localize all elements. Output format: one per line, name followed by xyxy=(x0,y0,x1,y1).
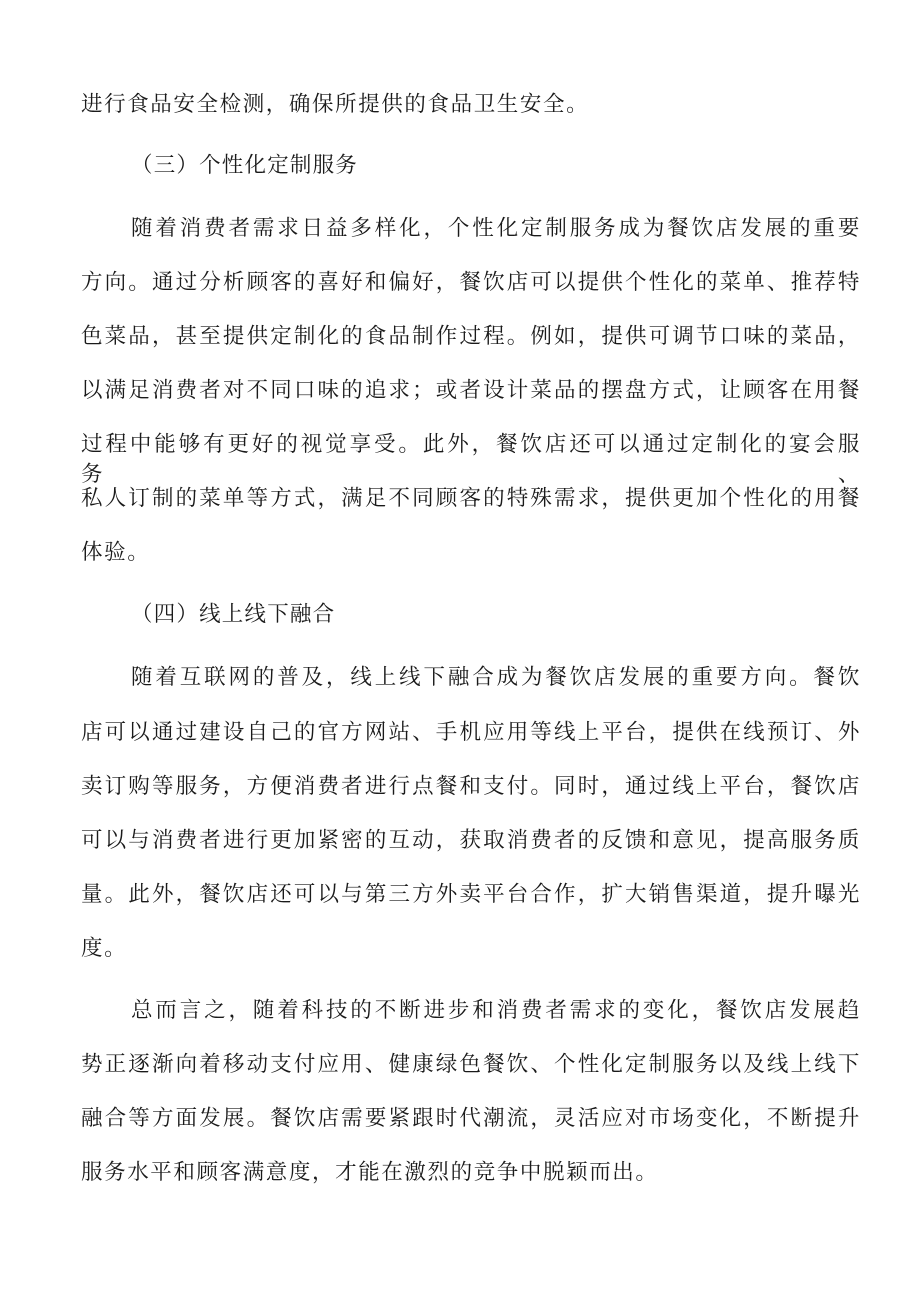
paragraph-3-line: 融合等方面发展。餐饮店需要紧跟时代潮流，灵活应对市场变化，不断提升 xyxy=(81,1106,861,1131)
section-heading-3: （三）个性化定制服务 xyxy=(131,153,359,178)
paragraph-1-line: 以满足消费者对不同口味的追求；或者设计菜品的摆盘方式，让顾客在用餐 xyxy=(81,378,861,403)
paragraph-2-line: 量。此外，餐饮店还可以与第三方外卖平台合作，扩大销售渠道，提升曝光 xyxy=(81,882,861,907)
paragraph-2-line: 卖订购等服务，方便消费者进行点餐和支付。同时，通过线上平台，餐饮店 xyxy=(81,774,861,799)
paragraph-continuation-line: 进行食品安全检测，确保所提供的食品卫生安全。 xyxy=(81,92,590,117)
paragraph-1-line: 色菜品，甚至提供定制化的食品制作过程。例如，提供可调节口味的菜品， xyxy=(81,324,861,349)
paragraph-1-line: 体验。 xyxy=(81,540,151,565)
paragraph-3-line: 服务水平和顾客满意度，才能在激烈的竞争中脱颖而出。 xyxy=(81,1160,659,1185)
paragraph-2-line: 度。 xyxy=(81,936,128,961)
paragraph-2-line: 可以与消费者进行更加紧密的互动，获取消费者的反馈和意见，提高服务质 xyxy=(81,828,861,853)
paragraph-1-line: 方向。通过分析顾客的喜好和偏好，餐饮店可以提供个性化的菜单、推荐特 xyxy=(81,270,861,295)
paragraph-3-line: 势正逐渐向着移动支付应用、健康绿色餐饮、个性化定制服务以及线上线下 xyxy=(81,1052,861,1077)
paragraph-1-line: 私人订制的菜单等方式，满足不同顾客的特殊需求，提供更加个性化的用餐 xyxy=(81,486,861,511)
paragraph-3-line: 总而言之，随着科技的不断进步和消费者需求的变化，餐饮店发展趋 xyxy=(131,998,861,1023)
paragraph-2-line: 店可以通过建设自己的官方网站、手机应用等线上平台，提供在线预订、外 xyxy=(81,720,861,745)
paragraph-1-line: 随着消费者需求日益多样化，个性化定制服务成为餐饮店发展的重要 xyxy=(131,216,861,241)
paragraph-2-line: 随着互联网的普及，线上线下融合成为餐饮店发展的重要方向。餐饮 xyxy=(131,665,861,690)
paragraph-1-line: 过程中能够有更好的视觉享受。此外，餐饮店还可以通过定制化的宴会服务、 xyxy=(81,432,861,487)
section-heading-4: （四）线上线下融合 xyxy=(131,602,336,627)
